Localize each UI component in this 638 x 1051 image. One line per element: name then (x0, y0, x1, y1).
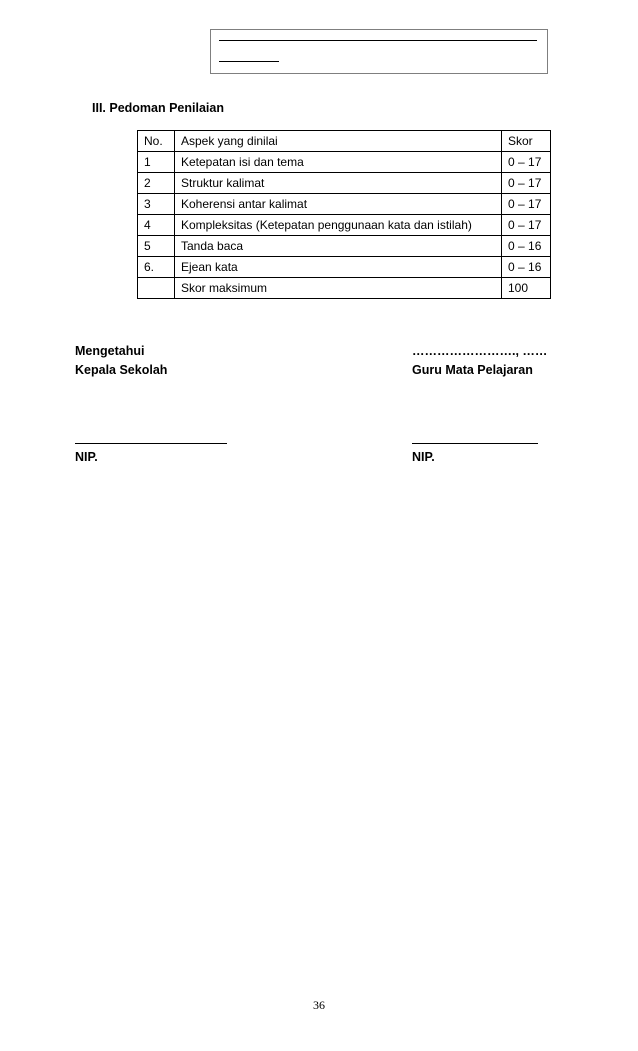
left-signature-label: Mengetahui (75, 344, 145, 358)
row-score: 0 – 17 (502, 152, 551, 173)
answer-box (210, 29, 548, 74)
right-signature-line (412, 443, 538, 444)
answer-line-short (219, 61, 279, 62)
row-no: 4 (138, 215, 175, 236)
row-score: 0 – 16 (502, 257, 551, 278)
row-aspect: Koherensi antar kalimat (175, 194, 502, 215)
right-date-placeholder: ……………………., …… (412, 344, 548, 358)
row-score: 0 – 17 (502, 173, 551, 194)
total-score: 100 (502, 278, 551, 299)
rubric-table (137, 130, 551, 299)
row-no: 2 (138, 173, 175, 194)
row-aspect: Struktur kalimat (175, 173, 502, 194)
table-row (138, 257, 551, 278)
table-row (138, 152, 551, 173)
row-score: 0 – 16 (502, 236, 551, 257)
header-no: No. (138, 131, 175, 152)
row-no: 3 (138, 194, 175, 215)
row-aspect: Ketepatan isi dan tema (175, 152, 502, 173)
row-no: 1 (138, 152, 175, 173)
table-row (138, 173, 551, 194)
right-nip-label: NIP. (412, 450, 435, 464)
row-aspect: Kompleksitas (Ketepatan penggunaan kata dan istilah) (175, 215, 502, 236)
page-number: 36 (313, 998, 325, 1012)
row-aspect: Tanda baca (175, 236, 502, 257)
row-score: 0 – 17 (502, 215, 551, 236)
row-no: 5 (138, 236, 175, 257)
row-score: 0 – 17 (502, 194, 551, 215)
table-row (138, 236, 551, 257)
table-header-row (138, 131, 551, 152)
right-signature-title: Guru Mata Pelajaran (412, 363, 533, 377)
section-title: III. Pedoman Penilaian (92, 101, 224, 115)
table-row (138, 194, 551, 215)
header-aspect: Aspek yang dinilai (175, 131, 502, 152)
left-signature-title: Kepala Sekolah (75, 363, 168, 377)
row-aspect: Ejean kata (175, 257, 502, 278)
total-no (138, 278, 175, 299)
header-score: Skor (502, 131, 551, 152)
left-nip-label: NIP. (75, 450, 98, 464)
left-signature-line (75, 443, 227, 444)
answer-line (219, 40, 537, 41)
total-label: Skor maksimum (175, 278, 502, 299)
table-total-row (138, 278, 551, 299)
table-row (138, 215, 551, 236)
row-no: 6. (138, 257, 175, 278)
